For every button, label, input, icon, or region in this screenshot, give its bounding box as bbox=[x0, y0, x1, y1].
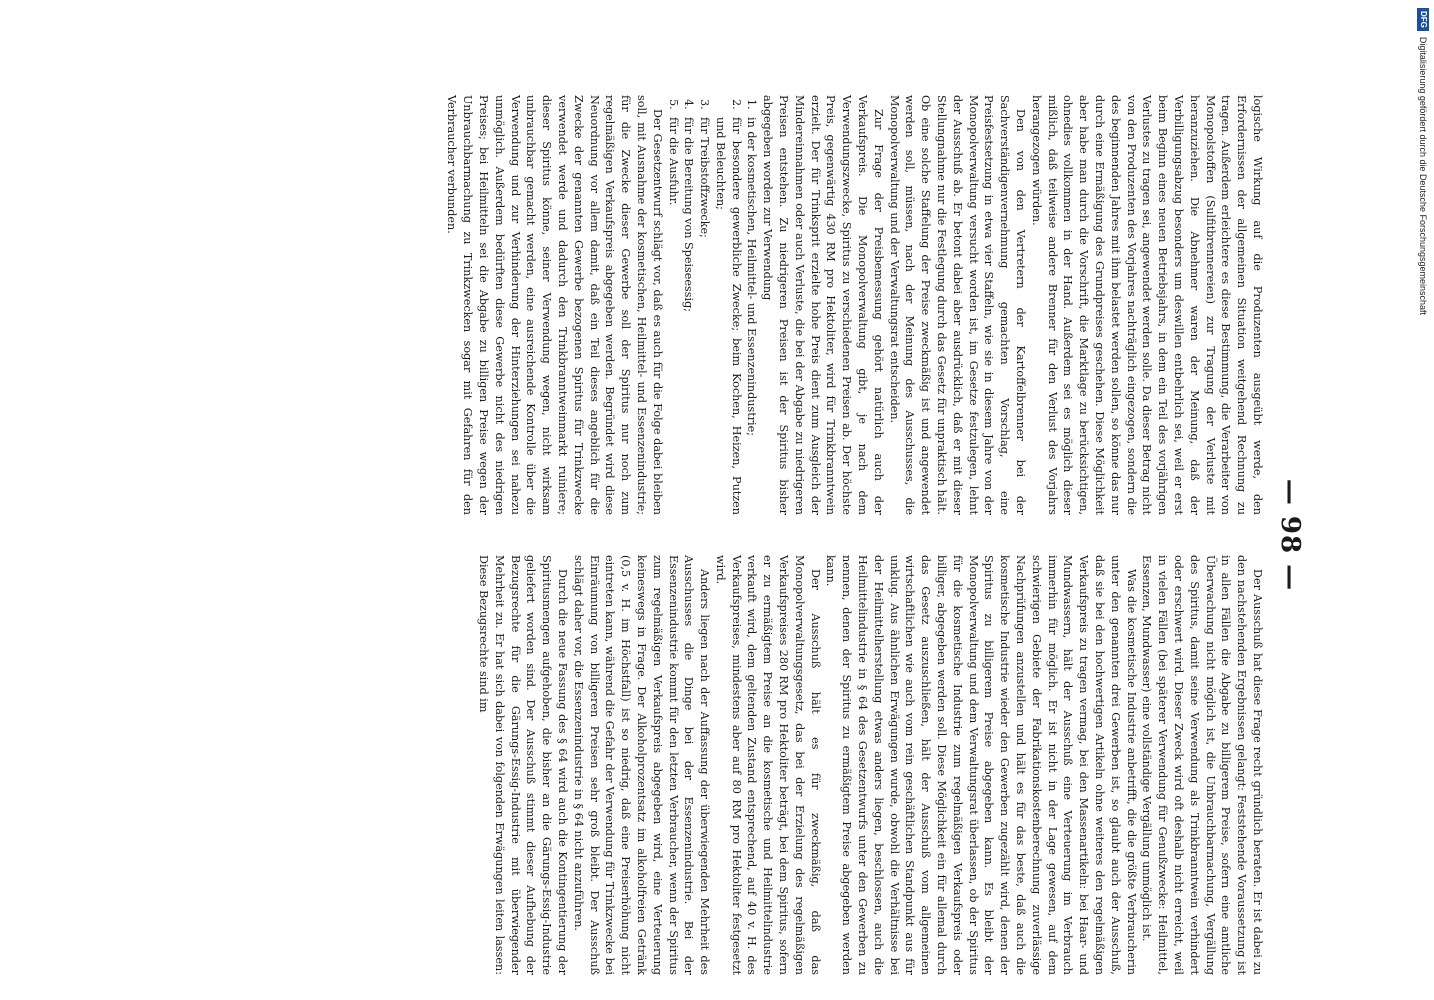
list-item bbox=[696, 99, 712, 515]
page-number: — 98 — bbox=[1275, 478, 1305, 592]
list-item-text: für Treibstoffzwecke; bbox=[698, 117, 712, 238]
paragraph: Zur Frage der Preisbemessung gehört natürlich auch der Verkaufspreis. Die Monopolverwaltung gibt, je nach dem Verwendungszwecke, Spiritus zu verschiedenen Preisen ab. Der höchste Preis, gegenwärtig 430 RM pro Hektoliter, wird für Trinkbranntwein erzielt. Der für Trinksprit erzielte hohe Preis dient zum Ausgleich der Mindereinnahmen oder auch Verluste, die bei der Abgabe zu niedrigeren Preisen entstehen. Zu niedrigeren Preisen ist der Spiritus bisher abgegeben worden zur Verwendung bbox=[761, 95, 885, 515]
list-item-text: für die Ausfuhr. bbox=[666, 117, 680, 206]
list-item-number: 5. bbox=[666, 99, 680, 110]
list-item-number: 2. bbox=[729, 99, 743, 110]
digitization-note: Digitalisierung gefördert durch die Deutsche Forschungsgemeinschaft bbox=[1418, 36, 1428, 316]
dfg-logo: DFG bbox=[1417, 8, 1429, 31]
paragraph: Durch die neue Fassung des § 64 wird auch die Kontingentierung der Spiritusmengen aufgehoben, die bisher an die Gärungs-Essig-Industrie geliefert worden sind. Der Ausschuß stimmt dieser Aufhebung der Bezugsrechte für die Gärungs-Essig-Industrie mit überwiegender Mehrheit zu. Er hat sich dabei von folgenden Erwägungen leiten lassen: Diese Bezugsrechte sind im bbox=[476, 555, 569, 975]
digitization-credit bbox=[1416, 8, 1434, 998]
list-item-text: in der kosmetischen, Heilmittel- und Essenzenindustrie; bbox=[745, 117, 759, 437]
paragraph: Der Ausschuß hat diese Frage recht gründlich beraten. Er ist dabei zu den nachstehenden Ergebnissen gelangt: Feststehende Voraussetzung ist in allen Fällen die Abgabe zu billigerem Preise, sofern eine amtliche Überwachung nicht möglich ist, die Unbrauchbarmachung, Vergällung des Spiritus, damit seine Verwendung als Trinkbranntwein verhindert oder erschwert wird. Dieser Zweck wird oft deshalb nicht erreicht, weil in vielen Fällen (bei späterer Verwendung für Genußzwecke: Heilmittel, Essenzen, Mundwasser) eine vollständige Vergällung unmöglich ist. bbox=[1140, 555, 1264, 975]
paragraph: logische Wirkung auf die Produzenten ausgeübt werde, den Erfordernissen der allgemeinen Situation weitgehend Rechnung zu tragen. Außerdem erleichtere es diese Bestimmung, die Verarbeiter von Monopolstoffen (Sulfitbrennereien) zur Tragung der Verluste mit heranzuziehen. Die Abnehmer waren der Meinung, daß der Verbilligungsabzug besonders um deswillen entbehrlich sei, weil er erst beim Beginn eines neuen Betriebsjahrs, in dem ein Teil des vorjährigen Verlustes zu tragen sei, angewendet werden solle. Da dieser Betrag nicht von den Produzenten des Vorjahres nachträglich eingezogen, sondern die des beginnenden Jahres mit ihm belastet werden sollen, so könne das nur durch eine Ermäßigung des Grundpreises geschehen. Diese Möglichkeit aber habe man durch die Vorschrift, die Marktlage zu berücksichtigen, ohnedies vollkommen in der Hand. Außerdem sei es möglich dieser mißlich, daß teilweise andere Brenner für den Verlust des Vorjahrs herangezogen würden. bbox=[1029, 95, 1264, 515]
list-item-text: für die Bereitung von Speiseessig; bbox=[682, 117, 696, 312]
numbered-list bbox=[665, 95, 760, 515]
list-item-text: für besondere gewerbliche Zwecke; beim Kochen, Heizen, Putzen und Beleuchten; bbox=[713, 117, 743, 515]
list-item-number: 3. bbox=[698, 99, 712, 110]
paragraph: Anders liegen nach der Auffassung der überwiegenden Mehrheit des Ausschusses die Dinge bei der Essenzenindustrie. Bei der Essenzenindustrie kommt für den letzten Verbraucher, wenn der Spiritus zum regelmäßigen Verkaufspreis abgegeben wird, eine Verteuerung keineswegs in Frage. Der Alkoholprozentsatz im alkoholfreien Getränk (0,5 v. H. im Höchstfall) ist so niedrig, daß eine Preiserhöhung nicht eintreten kann, während die Gefahr der Verwendung für Trinkzwecke bei Einräumung von billigeren Preisen sehr groß bleibt. Der Ausschuß schlägt daher vor, die Essenzenindustrie in § 64 nicht anzuführen. bbox=[571, 555, 712, 975]
list-item bbox=[665, 99, 681, 515]
paragraph: Der Gesetzentwurf schlägt vor, daß es auch für die Folge dabei bleiben soll, mit Ausnahme der kosmetischen, Heilmittel- und Essenzenindustrie; für die Zwecke dieser Gewerbe soll der Spiritus nur noch zum regelmäßigen Verkaufspreis abgegeben werden. Begründet wird diese Neuordnung vor allem damit, daß ein Teil dieses angeblich für die Zwecke der genannten Gewerbe bezogenen Spiritus für Trinkzwecke verwendet werde und dadurch den Trinkbranntweinmarkt ruiniere; dieser Spiritus könne, seiner Verwendung wegen, nicht wirksam unbrauchbar gemacht werden, eine ausreichende Kontrolle über die Verwendung und zur Verhinderung der Hinterziehungen sei nahezu unmöglich. Außerdem bedürften diese Gewerbe nicht des niedrigen Preises; bei Heilmitteln sei die Abgabe zu billigen Preise wegen der Unbrauchbarmachung zu Trinkzwecken sogar mit Gefahren für den Verbraucher verbunden. bbox=[445, 95, 664, 515]
list-item bbox=[681, 99, 697, 515]
paragraph: Der Ausschuß hält es für zweckmäßig, daß das Monopolverwaltungsgesetz, das bei der Erzielung des regelmäßigen Verkaufspreises 280 RM pro Hektoliter beträgt, bei dem Spiritus, sofern er zu ermäßigtem Preise an die kosmetische und Heilmittelindustrie verkauft wird, dem geltenden Zustand entsprechend, auf 40 v. H. des Verkaufspreises, mindestens aber auf 80 RM pro Hektoliter festgesetzt wird. bbox=[713, 555, 822, 975]
paragraph: Was die kosmetische Industrie anbetrifft, die die größte Verbraucherin unter den genannten drei Gewerben ist, so glaubt auch der Ausschuß, daß sie bei den hochwertigen Artikeln ohne weiteres den regelmäßigen Verkaufspreis zu tragen vermag, bei den Massenartikeln: bei Haar- und Mundwassern, hält der Ausschuß eine Verteuerung im Verbrauch immerhin für möglich. Er ist nicht in der Lage gewesen, auf dem schwierigen Gebiete der Fabrikationskostenberechnung zuverlässige Nachprüfungen anzustellen und hält es für das beste, daß auch die kosmetische Industrie wieder den Gewerben zugezählt wird, denen der Spiritus zu billigerem Preise abgegeben kann. Es bleibt der Monopolverwaltung und dem Verwaltungsrat überlassen, ob der Spiritus für die kosmetische Industrie zum regelmäßigen Verkaufspreis oder billiger, abgegeben werden soll. Diese Möglichkeit ein für allemal durch das Gesetz auszuschließen, hält der Ausschuß vom allgemeinen wirtschaftlichen wie auch vom rein geschäftlichen Standpunkt aus für unklug. Aus ähnlichen Erwägungen wurde, obwohl die Verhältnisse bei der Heilmittelherstellung etwas anders liegen, beschlossen, auch die Heilmittelindustrie in § 64 des Gesetzentwurfs unter den Gewerben zu nennen, denen der Spiritus zu ermäßigtem Preise abgegeben werden kann. bbox=[824, 555, 1138, 975]
paragraph: Den von den Vertretern der Kartoffelbrenner bei der Sachverständigenvernehmung gemachten Vorschlag, eine Preisfestsetzung in etwa vier Staffeln, wie sie in diesem Jahre von der Monopolverwaltung versucht worden ist, im Gesetze festzulegen, lehnt der Ausschuß ab. Er betont dabei aber ausdrücklich, daß er mit dieser Stellungnahme nur die Festlegung durch das Gesetz für unpraktisch hält. Ob eine solche Staffelung der Preise zweckmäßig ist und angewendet werden soll, müssen, nach der Meinung des Ausschusses, die Monopolverwaltung und der Verwaltungsrat entscheiden. bbox=[887, 95, 1028, 515]
list-item bbox=[744, 99, 760, 515]
page-content bbox=[105, 95, 1305, 975]
left-text-column bbox=[444, 95, 1265, 515]
list-item-number: 1. bbox=[745, 99, 759, 110]
list-item-number: 4. bbox=[682, 99, 696, 110]
list-item bbox=[712, 99, 744, 515]
right-text-column bbox=[475, 555, 1265, 975]
